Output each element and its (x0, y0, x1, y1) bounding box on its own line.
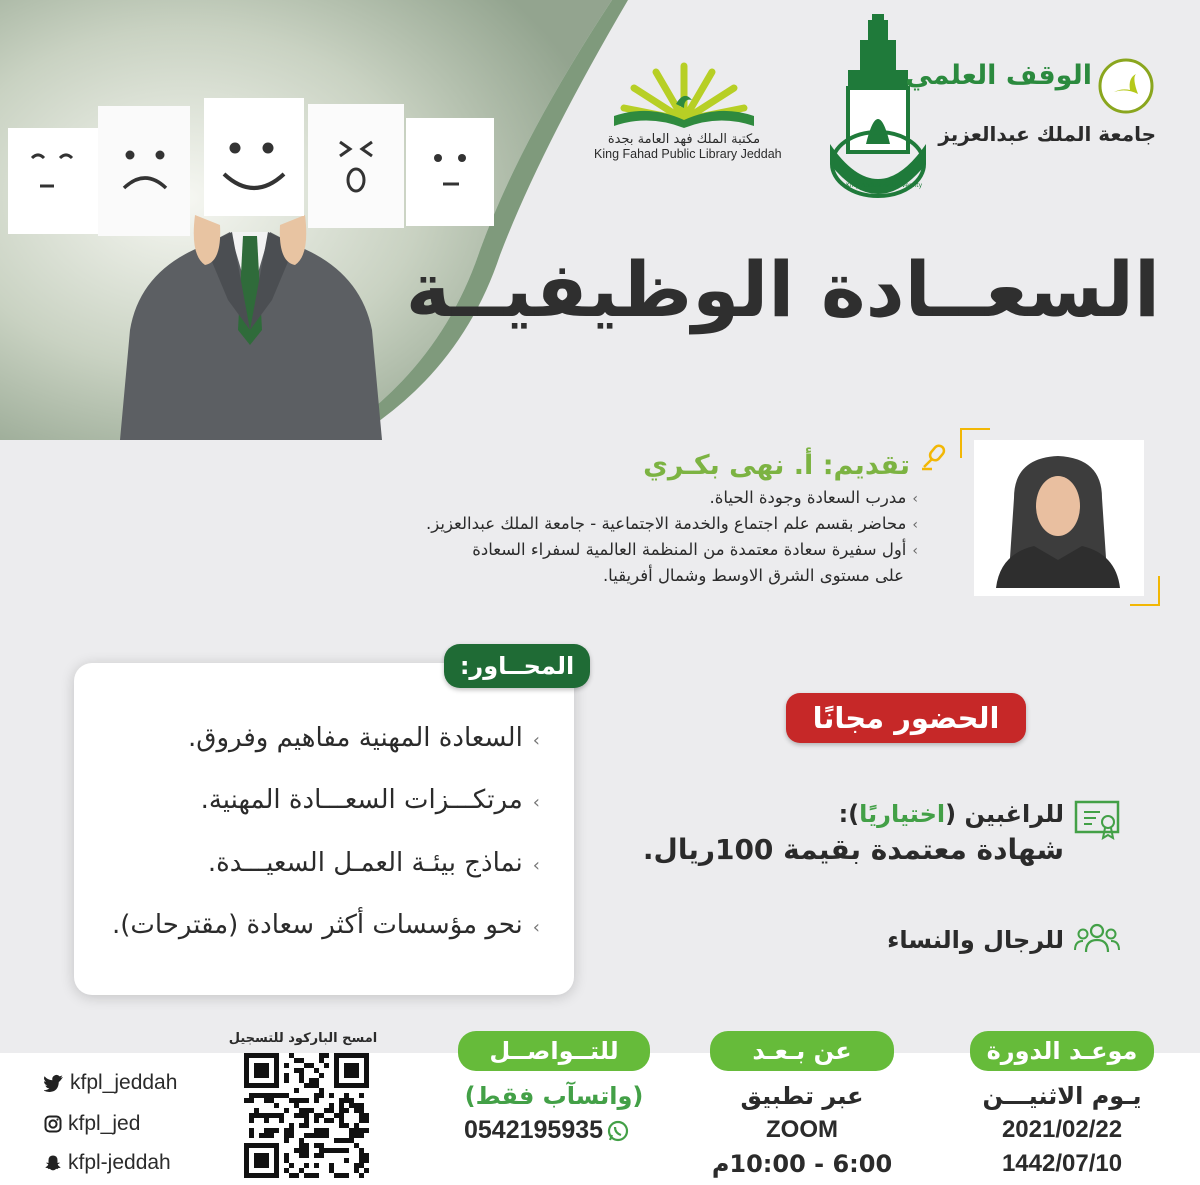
library-name-ar: مكتبة الملك فهد العامة بجدة (607, 132, 761, 147)
businessman-emotion-cards-illustration (0, 0, 640, 440)
contact-label-pill: للتــواصــل (458, 1031, 650, 1071)
audience-label: للرجال والنساء (887, 926, 1064, 954)
instagram-handle[interactable]: kfpl_jed (68, 1112, 141, 1135)
bio-line: ›أول سفيرة سعادة معتمدة من المنظمة العالمية لسفراء السعادة (472, 540, 918, 559)
waqf-emblem-icon (1098, 58, 1154, 114)
instagram-icon (44, 1115, 62, 1133)
topics-badge: المحــاور: (444, 644, 590, 688)
gregorian-date: 2021/02/22 (1001, 1116, 1123, 1143)
people-group-icon (1074, 922, 1120, 954)
social-twitter[interactable] (44, 1071, 177, 1095)
certificate-line-2: شهادة معتمدة بقيمة 100ريال. (642, 833, 1064, 866)
social-snapchat[interactable] (44, 1151, 171, 1175)
bio-line-continued: على مستوى الشرق الاوسط وشمال أفريقيا. (602, 566, 904, 585)
twitter-icon (44, 1074, 64, 1092)
mask-card-5 (406, 118, 494, 226)
whatsapp-icon (607, 1120, 629, 1142)
university-seal-icon (820, 14, 936, 204)
whatsapp-only-note: (واتسآب فقط) (464, 1082, 644, 1110)
presenter-name: تقديم: أ. نهى بكـري (643, 450, 910, 481)
snapchat-icon (44, 1154, 62, 1172)
page-title: السعــادة الوظيفيــة (405, 245, 1160, 334)
topic-item: ›نماذج بيئـة العمـل السعيـــدة. (207, 848, 540, 878)
mask-card-4 (308, 104, 404, 228)
mask-card-2 (98, 106, 190, 236)
free-attendance-badge: الحضور مجانًا (786, 693, 1026, 743)
presenter-photo-frame (960, 428, 1160, 606)
phone-number[interactable]: 0542195935 (464, 1116, 604, 1144)
day-text: يـوم الاثنيـــن (982, 1082, 1142, 1110)
mask-card-1 (8, 128, 100, 234)
library-book-sunburst-icon (594, 58, 774, 128)
library-name-en: King Fahad Public Library Jeddah (594, 147, 782, 161)
registration-qr-code[interactable] (244, 1053, 369, 1178)
bio-line: ›مدرب السعادة وجودة الحياة. (709, 488, 918, 507)
waqf-logo (905, 52, 1158, 162)
remote-label-pill: عن بـعـد (710, 1031, 894, 1071)
platform-name: ZOOM (766, 1116, 838, 1143)
mask-card-3 (204, 98, 304, 216)
qr-caption: امسح الباركود للتسجيل (228, 1031, 378, 1046)
phone-row[interactable] (464, 1116, 629, 1145)
snapchat-handle[interactable]: kfpl-jeddah (68, 1151, 171, 1174)
certificate-line-1: للراغبين (اختياريًا): (838, 800, 1064, 828)
microphone-icon (918, 441, 950, 473)
date-label-pill: موعـد الدورة (970, 1031, 1154, 1071)
topic-item: ›السعادة المهنية مفاهيم وفروق. (188, 723, 540, 753)
topics-card (74, 663, 574, 995)
session-time: 6:00 - 10:00م (711, 1150, 893, 1178)
topic-item: ›نحو مؤسسات أكثر سعادة (مقترحات). (112, 910, 540, 940)
seal-text-en: King Abdulaziz University (846, 182, 923, 189)
kfpl-logo (594, 58, 782, 166)
social-instagram[interactable] (44, 1112, 140, 1136)
university-name-ar: جامعة الملك عبدالعزيز (938, 122, 1156, 146)
topic-item: ›مرتكـــزات السعـــادة المهنية. (200, 785, 540, 815)
platform-line: عبر تطبيق (740, 1082, 864, 1110)
waqf-name: الوقف العلمي (905, 60, 1092, 91)
hijri-date: 1442/07/10 (1001, 1150, 1123, 1177)
kau-seal-logo (820, 14, 936, 204)
bio-line: ›محاضر بقسم علم اجتماع والخدمة الاجتماعية - جامعة الملك عبدالعزيز. (426, 514, 918, 533)
certificate-icon (1074, 800, 1120, 840)
twitter-handle[interactable]: kfpl_jeddah (70, 1071, 178, 1094)
